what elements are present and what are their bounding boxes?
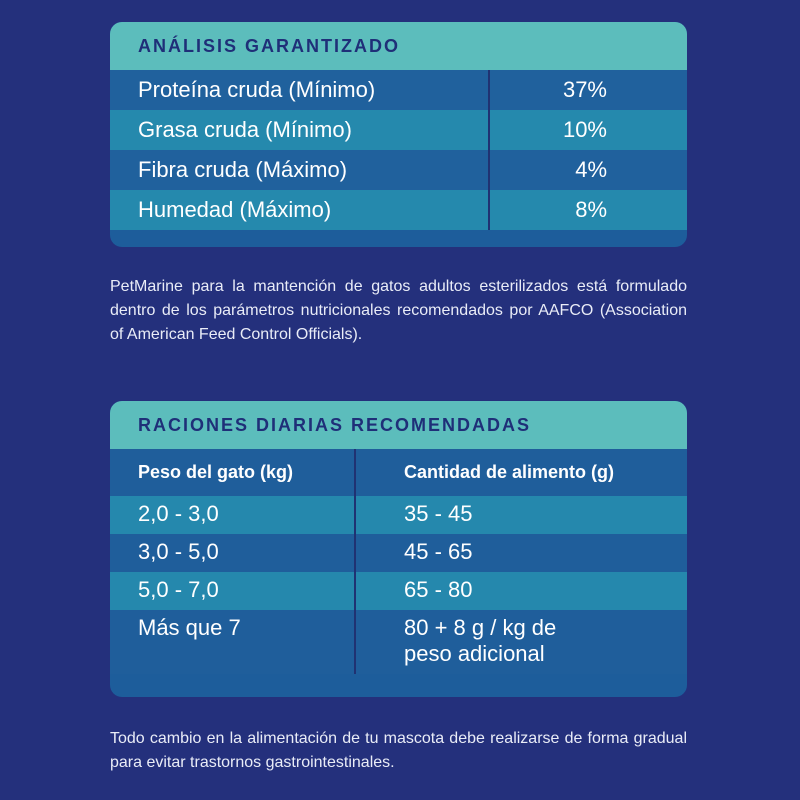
nutrient-label: Fibra cruda (Máximo) xyxy=(138,157,348,182)
cat-weight: 5,0 - 7,0 xyxy=(138,577,219,602)
aafco-description: PetMarine para la mantención de gatos adultos esterilizados está formulado dentro de los parámetros nutricionales recomendados por AAFCO (Association of American Feed Control Officials). xyxy=(110,278,687,343)
cat-weight: Más que 7 xyxy=(138,615,241,640)
table-header-row xyxy=(110,449,687,496)
nutrient-label: Humedad (Máximo) xyxy=(138,197,332,222)
column-divider xyxy=(354,449,356,674)
food-amount: 65 - 80 xyxy=(404,577,473,602)
table-row xyxy=(110,190,687,230)
table-row xyxy=(110,110,687,150)
guaranteed-analysis-table xyxy=(110,22,687,247)
nutrient-value: 10% xyxy=(562,117,607,142)
food-amount: 45 - 65 xyxy=(404,539,473,564)
nutrient-label: Grasa cruda (Mínimo) xyxy=(138,117,352,142)
nutrient-value: 4% xyxy=(575,157,607,182)
column-divider xyxy=(488,70,490,230)
food-amount: 35 - 45 xyxy=(404,501,473,526)
table-row xyxy=(110,496,687,534)
nutrient-value: 37% xyxy=(562,77,607,102)
daily-rations-table xyxy=(110,401,687,697)
cat-weight: 3,0 - 5,0 xyxy=(138,539,219,564)
gradual-change-note: Todo cambio en la alimentación de tu mascota debe realizarse de forma gradual para evitar trastornos gastrointestinales. xyxy=(110,730,687,771)
nutrient-label: Proteína cruda (Mínimo) xyxy=(138,77,376,102)
table-row xyxy=(110,534,687,572)
nutrient-value: 8% xyxy=(575,197,607,222)
table-row xyxy=(110,150,687,190)
amount-column-header: Cantidad de alimento (g) xyxy=(404,462,615,482)
table-row xyxy=(110,572,687,610)
weight-column-header: Peso del gato (kg) xyxy=(138,462,294,482)
guaranteed-analysis-title: ANÁLISIS GARANTIZADO xyxy=(110,22,687,70)
daily-rations-title: RACIONES DIARIAS RECOMENDADAS xyxy=(110,401,687,449)
table-row xyxy=(110,610,687,674)
food-amount: 80 + 8 g / kg de peso adicional xyxy=(404,615,557,666)
cat-weight: 2,0 - 3,0 xyxy=(138,501,219,526)
table-row xyxy=(110,70,687,110)
